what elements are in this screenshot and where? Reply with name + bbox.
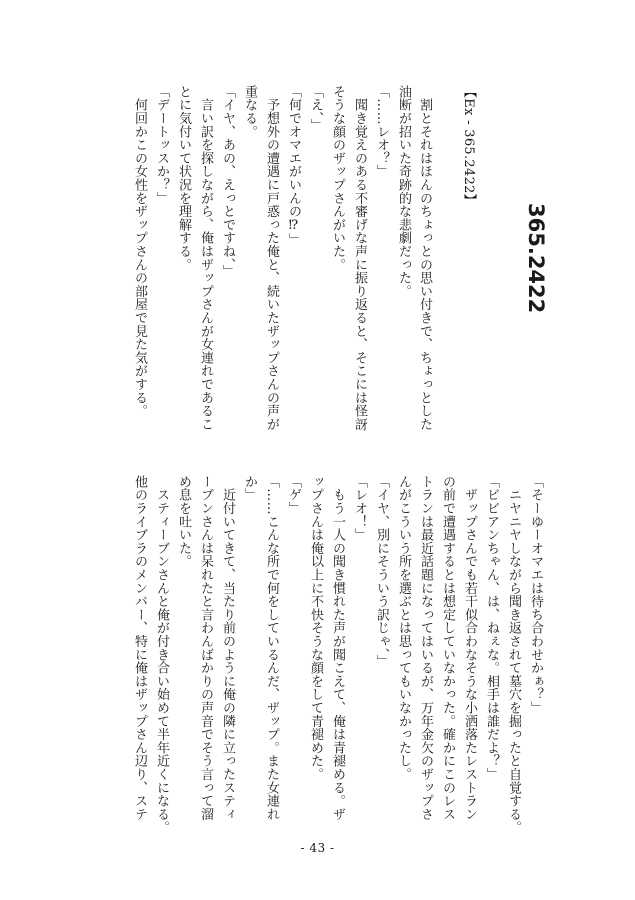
- text-column: か」: [242, 475, 257, 502]
- text-column: 言い訳を探しながら、俺はザップさんが女連れであるこ: [198, 85, 213, 431]
- text-column: 他のライブラのメンバー、特に俺はザップさん辺り、ステ: [132, 475, 147, 821]
- text-column: トランは最近話題になってはいるが、万年金欠のザップさ: [418, 475, 433, 821]
- text-column: 油断が招いた奇跡的な悲劇だった。: [396, 85, 411, 298]
- text-column: 「え、」: [308, 85, 323, 132]
- text-column: スティーブンさんと俺が付き合い始めて半年近くになる。: [154, 475, 169, 835]
- text-column: 「ビビアンちゃん、は、ねぇな。相手は誰だよ？」: [484, 475, 499, 781]
- text-column: 重なる。: [242, 85, 257, 139]
- text-column: 「……こんな所で何をしているんだ、ザップ。また女連れ: [264, 475, 279, 821]
- text-column: 割とそれはほんのちょっとの思い付きで、ちょっとした: [417, 85, 432, 431]
- text-column: め息を吐いた。: [176, 475, 191, 569]
- text-column: 予想外の遭遇に戸惑った俺と、続いたザップさんの声が: [264, 85, 279, 431]
- text-column: 何回かこの女性をザップさんの部屋で見た気がする。: [132, 85, 147, 418]
- text-column: とに気付いて状況を理解する。: [176, 85, 191, 272]
- text-column: ップさんは俺以上に不快そうな顔をして青褪めた。: [308, 475, 323, 781]
- text-column: 「イヤ、あの、えっとですね、」: [220, 85, 235, 278]
- page-number: - 43 -: [300, 841, 335, 855]
- text-column: ーブンさんは呆れたと言わんばかりの声音でそう言って溜: [198, 475, 213, 821]
- text-column: 「デートッスか？」: [154, 85, 169, 205]
- text-column: 「そーゆーオマエは待ち合わせかぁ？」: [528, 475, 543, 715]
- text-column: 聞き覚えのある不審げな声に振り返ると、そこには怪訝: [352, 85, 367, 431]
- text-column: んがこういう所を選ぶとは思ってもいなかったし。: [396, 475, 411, 781]
- text-column: そうな顔のザップさんがいた。: [330, 85, 345, 272]
- text-column: 「ゲ」: [286, 475, 301, 515]
- text-column: の前で遭遇するとは想定していなかった。確かにこのレス: [440, 475, 455, 821]
- text-column: ニヤニヤしながら聞き返されて墓穴を掘ったと自覚する。: [506, 475, 521, 835]
- text-column: 「レオ！」: [352, 475, 367, 542]
- text-column: もう一人の聞き慣れた声が聞こえて、俺は青褪める。ザ: [330, 475, 345, 821]
- text-column: 近付いてきて、当たり前のように俺の隣に立ったスティ: [220, 475, 235, 821]
- text-column: 【Ex - 365.2422】: [461, 85, 476, 208]
- text-column: 「イヤ、別にそういう訳じゃ、」: [374, 475, 389, 668]
- text-column: 「何でオマエがいんの⁉」: [286, 85, 301, 247]
- text-column: ザップさんでも若干似合わなそうな小洒落たレストラン: [462, 475, 477, 821]
- chapter-title: 365.2422: [524, 203, 548, 314]
- text-column: 「……レオ？」: [374, 85, 389, 179]
